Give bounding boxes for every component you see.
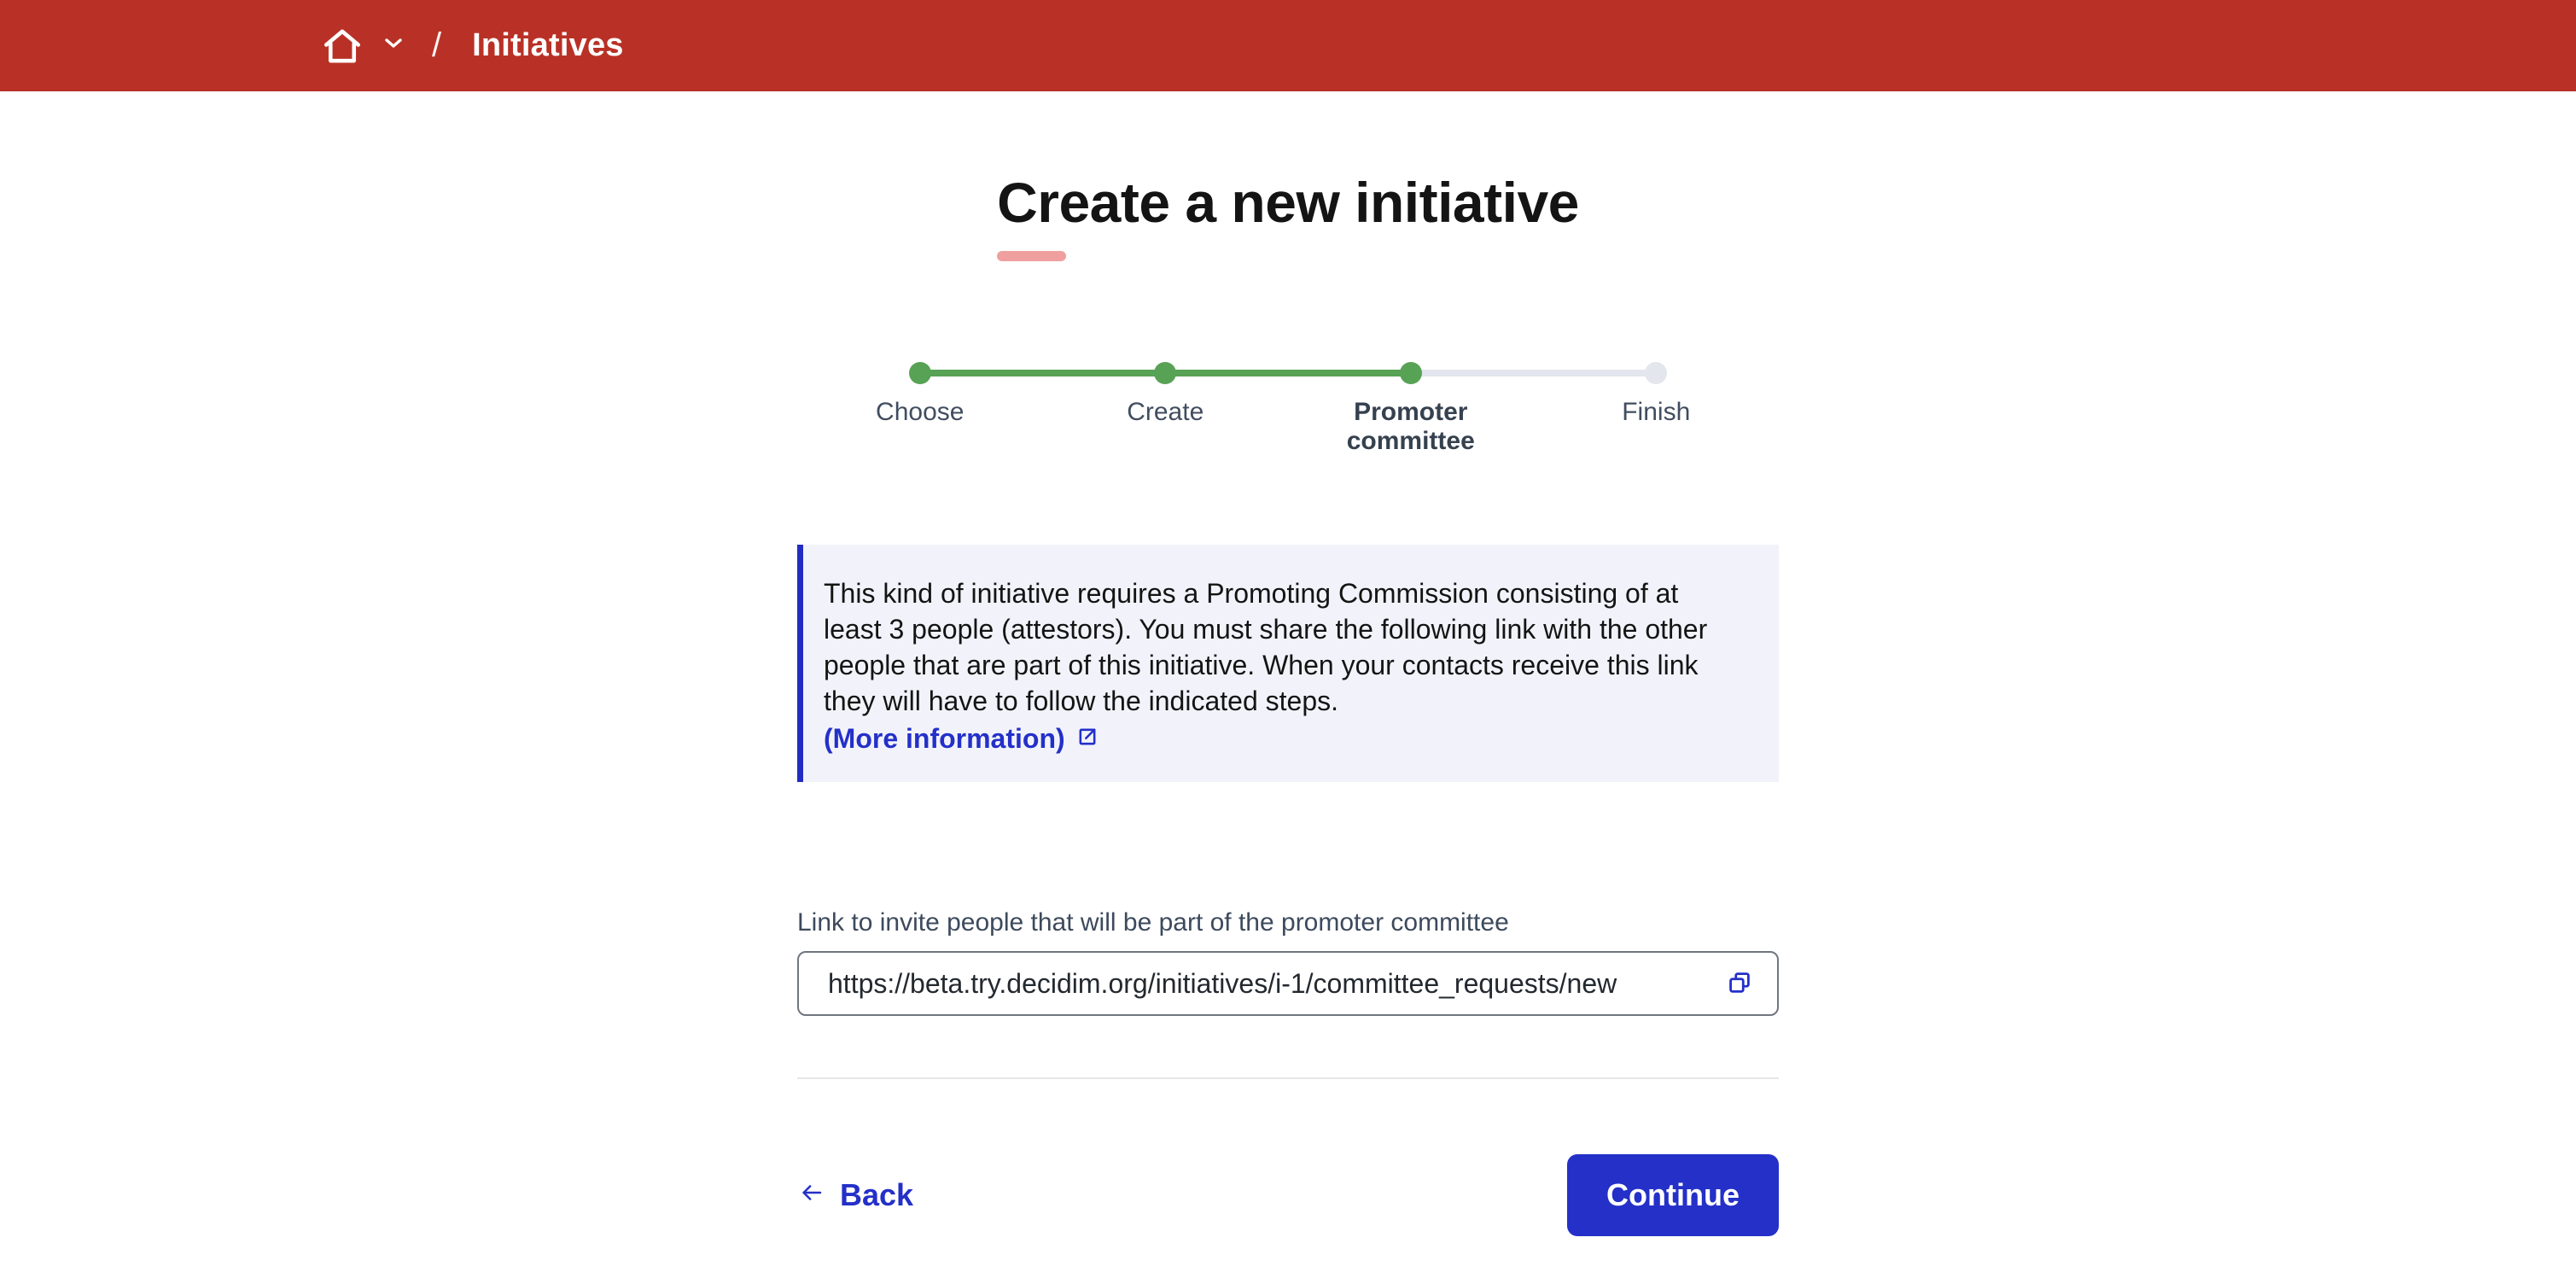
arrow-left-icon: [797, 1177, 826, 1213]
breadcrumb-item-initiatives[interactable]: Initiatives: [472, 27, 624, 63]
continue-button[interactable]: Continue: [1567, 1154, 1779, 1236]
invite-link-field: [797, 908, 1779, 1016]
wizard-content: [797, 173, 1779, 1236]
breadcrumb-home-link[interactable]: [323, 28, 362, 64]
info-callout-text: This kind of initiative requires a Promoting Commission consisting of at least 3 people (attestors). You must share the following link with the other people that are part of this initiative. When your contacts receive this link they will have to follow the indicated steps.: [824, 578, 1708, 717]
breadcrumb-separator: /: [432, 26, 442, 64]
invite-link-input-wrap: [797, 951, 1779, 1016]
step-label-finish: Finish: [1622, 398, 1691, 427]
info-callout: [797, 545, 1779, 782]
invite-link-input[interactable]: [797, 951, 1779, 1016]
back-link[interactable]: [797, 1177, 913, 1213]
step-dot-create: [1154, 362, 1176, 384]
step-dot-promoter-committee: [1400, 362, 1422, 384]
step-label-promoter-committee: Promoter committee: [1346, 398, 1475, 456]
external-link-icon: [1075, 725, 1099, 753]
breadcrumb: [323, 26, 624, 65]
back-link-label: Back: [840, 1177, 914, 1213]
stepper-labels: [797, 398, 1779, 456]
step-dot-finish: [1645, 362, 1667, 384]
wizard-stepper: [797, 362, 1779, 456]
step-dot-choose: [909, 362, 931, 384]
info-callout-link-row: [824, 721, 1745, 756]
copy-link-button[interactable]: [1721, 965, 1758, 1002]
breadcrumb-dropdown-toggle[interactable]: [384, 38, 403, 54]
step-label-choose: Choose: [876, 398, 965, 427]
more-information-link[interactable]: (More information): [824, 723, 1065, 755]
home-icon: [323, 28, 362, 64]
stepper-track: [797, 362, 1779, 384]
top-bar: [0, 0, 2576, 91]
wizard-actions: [797, 1154, 1779, 1236]
page-title: Create a new initiative: [797, 173, 1779, 261]
section-divider: [797, 1077, 1779, 1079]
copy-icon: [1726, 969, 1753, 999]
chevron-down-icon: [384, 38, 403, 54]
invite-link-label: Link to invite people that will be part of the promoter committee: [797, 908, 1509, 937]
stepper-dots: [797, 362, 1779, 384]
step-label-create: Create: [1127, 398, 1204, 427]
